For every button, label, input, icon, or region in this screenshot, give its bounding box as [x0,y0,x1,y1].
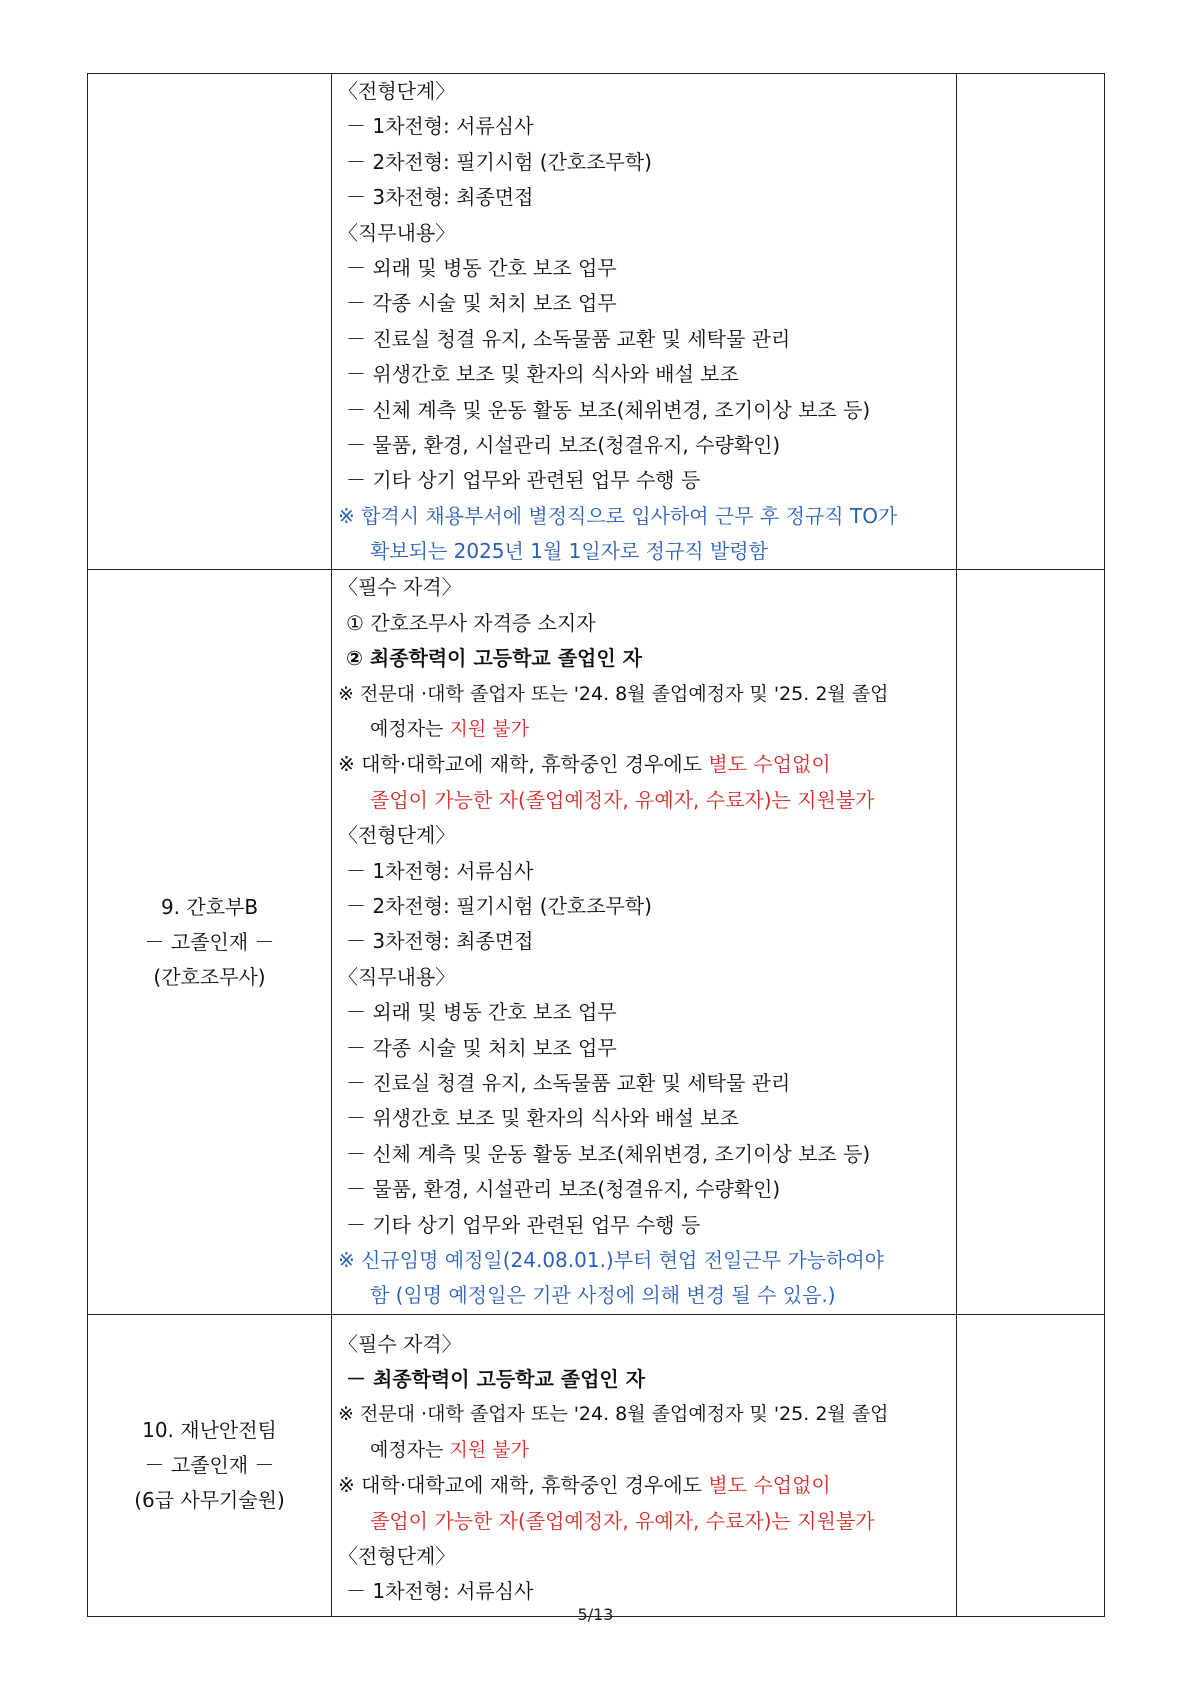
content-cell [332,570,957,1314]
notice-text: ※ 전문대 ·대학 졸업자 또는 '24. 8월 졸업예정자 및 '25. 2월 졸업 [338,1403,889,1426]
list-item: － 신체 계측 및 운동 활동 보조(체위변경, 조기이상 보조 등) [346,397,871,422]
list-item: 〈직무내용〉 [338,220,456,245]
section-heading: 〈필수 자격〉 [338,575,462,600]
category-title: 10. 재난안전팀 [142,1417,277,1442]
list-item: － 3차전형: 최종면접 [346,185,534,210]
notice-highlight: 졸업이 가능한 자(졸업예정자, 유예자, 수료자)는 지원불가 [370,787,875,812]
notice-text: 확보되는 2025년 1월 1일자로 정규직 발령함 [370,539,768,564]
recruitment-table [87,73,1105,1617]
list-item: － 위생간호 보조 및 환자의 식사와 배설 보조 [346,1106,739,1131]
notice-text [338,747,952,782]
notice-text-part: 예정자는 [370,1438,450,1461]
list-item: － 2차전형: 필기시험 (간호조무학) [346,893,652,918]
remarks-cell [957,74,1105,570]
section-heading: 〈필수 자격〉 [338,1331,462,1356]
remarks-cell [957,1314,1105,1616]
list-item: － 외래 및 병동 간호 보조 업무 [346,255,617,280]
content-cell [332,1314,957,1616]
list-item: － 외래 및 병동 간호 보조 업무 [346,1000,617,1025]
notice-highlight: 별도 수업없이 [708,752,831,777]
notice-highlight: 지원 불가 [449,1438,529,1461]
list-item: － 기타 상기 업무와 관련된 업무 수행 등 [346,468,701,493]
notice-highlight: 별도 수업없이 [708,1473,831,1498]
content-cell [332,74,957,570]
notice-highlight: 지원 불가 [449,718,529,741]
list-item: － 신체 계측 및 운동 활동 보조(체위변경, 조기이상 보조 등) [346,1141,871,1166]
list-item: 〈직무내용〉 [338,964,456,989]
list-item: － 각종 시술 및 처치 보조 업무 [346,1035,617,1060]
notice-text-part: ※ 대학·대학교에 재학, 휴학중인 경우에도 [338,1473,709,1498]
list-item: 〈전형단계〉 [338,1544,456,1569]
notice-text: 함 (임명 예정일은 기관 사정에 의해 변경 될 수 있음.) [370,1283,836,1308]
notice-text: ※ 합격시 채용부서에 별정직으로 입사하여 근무 후 정규직 TO가 [338,503,898,528]
page-number: 5/13 [577,1605,614,1624]
list-item: － 물품, 환경, 시설관리 보조(청결유지, 수량확인) [346,432,781,457]
list-item: － 진료실 청결 유지, 소독물품 교환 및 세탁물 관리 [346,326,791,351]
list-item: － 2차전형: 필기시험 (간호조무학) [346,149,652,174]
list-item: － 1차전형: 서류심사 [346,858,534,883]
list-item: ① 간호조무사 자격증 소지자 [346,610,596,635]
list-item: － 3차전형: 최종면접 [346,929,534,954]
list-item: ② 최종학력이 고등학교 졸업인 자 [346,646,642,671]
notice-highlight: 졸업이 가능한 자(졸업예정자, 유예자, 수료자)는 지원불가 [370,1508,875,1533]
category-cell [88,570,332,1314]
category-cell [88,1314,332,1616]
category-cell [88,74,332,570]
notice-text [338,1468,952,1503]
notice-text [338,712,952,747]
list-item: － 물품, 환경, 시설관리 보조(청결유지, 수량확인) [346,1177,781,1202]
category-role: (6급 사무기술원) [134,1487,285,1512]
remarks-cell [957,570,1105,1314]
list-item: － 각종 시술 및 처치 보조 업무 [346,291,617,316]
list-item: － 기타 상기 업무와 관련된 업무 수행 등 [346,1212,701,1237]
list-item: 〈전형단계〉 [338,823,456,848]
list-item: － 1차전형: 서류심사 [346,114,534,139]
table-row [88,570,1105,1314]
notice-text-part: 예정자는 [370,718,450,741]
notice-text [338,1433,952,1468]
notice-text-part: ※ 대학·대학교에 재학, 휴학중인 경우에도 [338,752,709,777]
category-subtitle: － 고졸인재 － [144,1452,275,1477]
list-item: － 진료실 청결 유지, 소독물품 교환 및 세탁물 관리 [346,1070,791,1095]
list-item: － 1차전형: 서류심사 [346,1579,534,1604]
category-role: (간호조무사) [153,964,266,989]
list-item: － 최종학력이 고등학교 졸업인 자 [346,1367,646,1392]
list-item: － 위생간호 보조 및 환자의 식사와 배설 보조 [346,362,739,387]
category-title: 9. 간호부B [160,894,259,919]
notice-text: ※ 신규임명 예정일(24.08.01.)부터 현업 전일근무 가능하여야 [338,1247,884,1272]
table-row [88,1314,1105,1616]
notice-text: ※ 전문대 ·대학 졸업자 또는 '24. 8월 졸업예정자 및 '25. 2월 졸업 [338,682,889,705]
list-item: 〈전형단계〉 [338,79,456,103]
table-row [88,74,1105,570]
category-subtitle: － 고졸인재 － [144,929,275,954]
